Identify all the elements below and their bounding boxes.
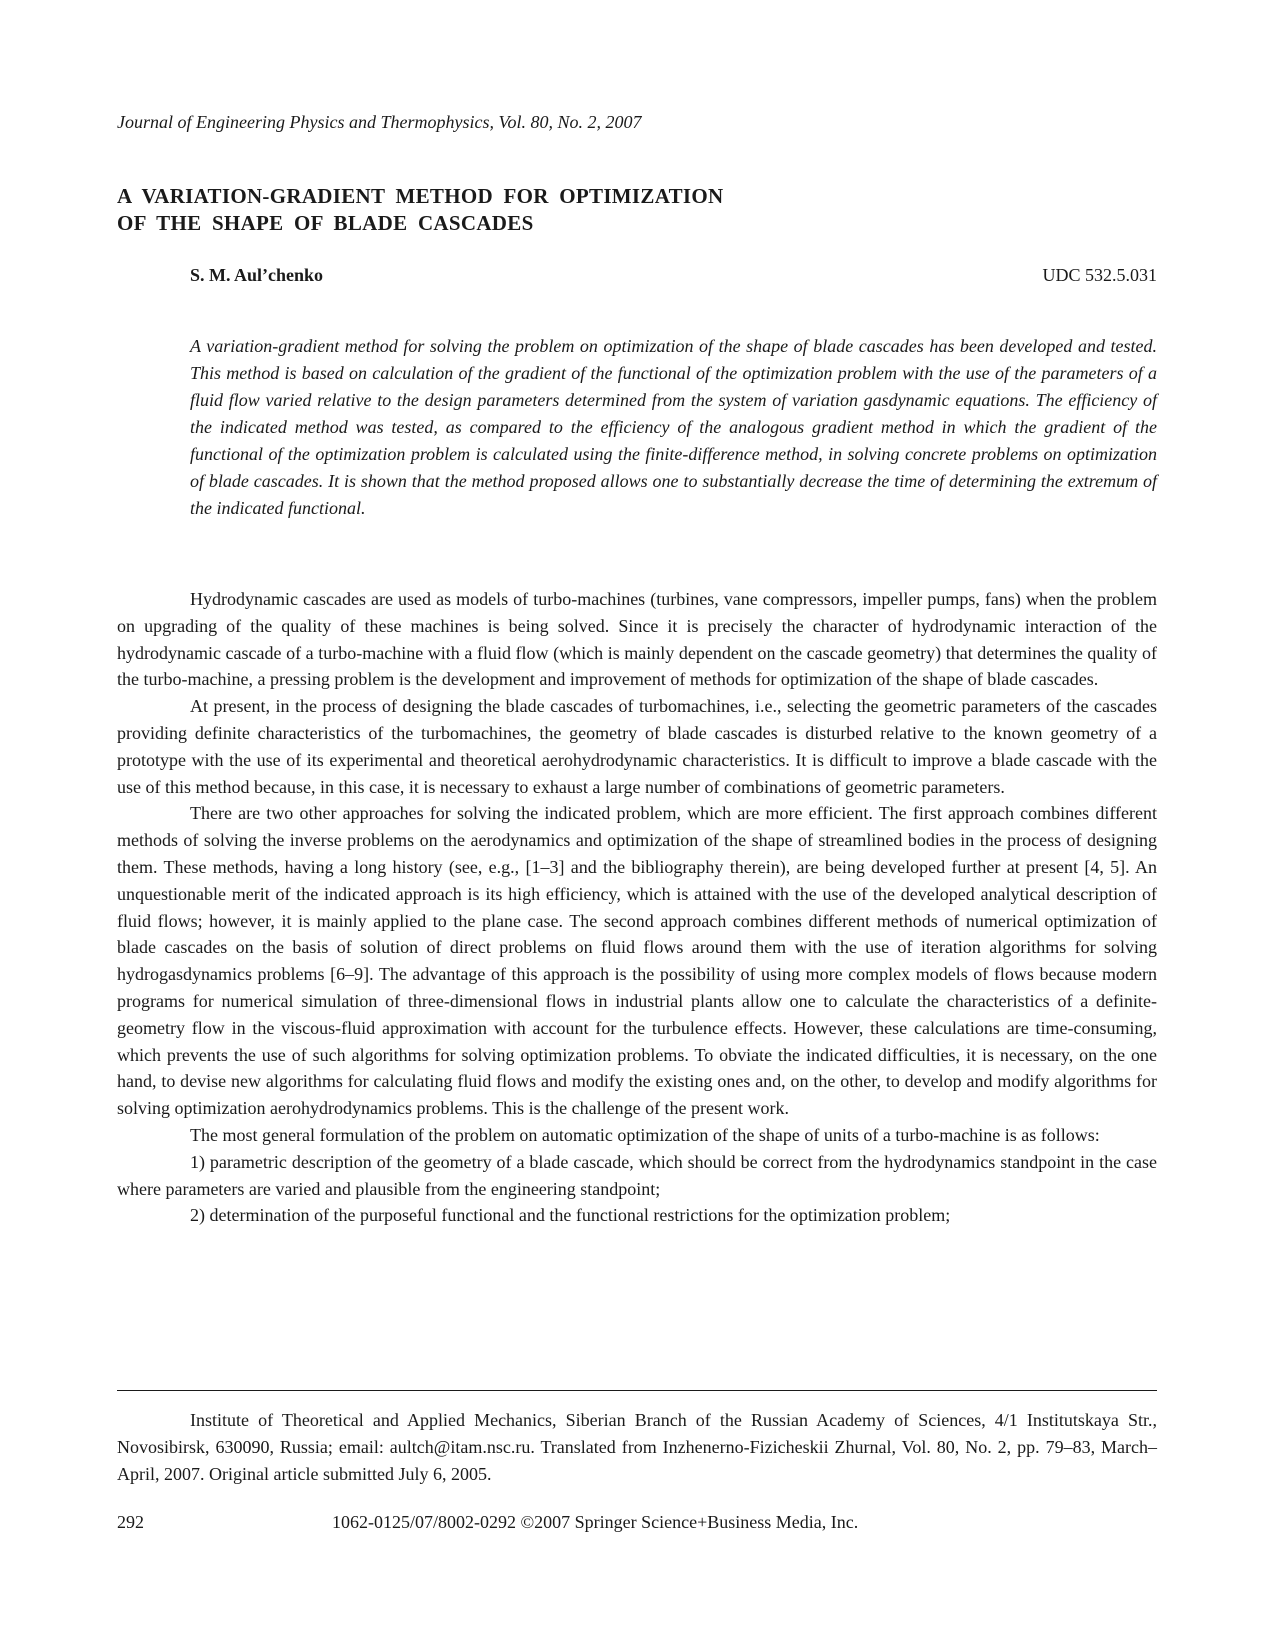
article-title-line-1: A VARIATION-GRADIENT METHOD FOR OPTIMIZATION [117,184,724,208]
body-paragraph: At present, in the process of designing the blade cascades of turbomachines, i.e., selecting the geometric parameters of the cascades providing definite characteristics of the turbomachines, the geometry of blade cascades is disturbed relative to the known geometry of a prototype with the use of its experimental and theoretical aerohydrodynamic characteristics. It is difficult to improve a blade cascade with the use of this method because, in this case, it is necessary to exhaust a large number of combinations of geometric parameters. [117,696,1157,797]
affiliation-footnote: Institute of Theoretical and Applied Mechanics, Siberian Branch of the Russian Academy of Sciences, 4/1 Institutskaya Str., Novosibirsk, 630090, Russia; email: aultch@itam.nsc.ru. Translated from Inzhenerno-Fizicheskii Zhurnal, Vol. 80, No. 2, pp. 79–83, March–April, 2007. Original article submitted July 6, 2005. [117,1410,1157,1484]
body-text [117,586,1157,1229]
author-name: S. M. Aul’chenko [190,265,324,285]
body-paragraph: Hydrodynamic cascades are used as models of turbo-machines (turbines, vane compressors, impeller pumps, fans) when the problem on upgrading of the quality of these machines is being solved. Since it is precisely the character of hydrodynamic interaction of the hydrodynamic cascade of a turbo-machine with a fluid flow (which is mainly dependent on the cascade geometry) that determines the quality of the turbo-machine, a pressing problem is the development and improvement of methods for optimization of the shape of blade cascades. [117,589,1157,690]
udc-code: UDC 532.5.031 [1042,265,1157,285]
journal-citation: Journal of Engineering Physics and Thermophysics, Vol. 80, No. 2, 2007 [117,112,642,132]
list-item: 2) determination of the purposeful functional and the functional restrictions for the optimization problem; [190,1205,951,1226]
page-number: 292 [117,1512,144,1532]
copyright-line: 1062-0125/07/8002-0292 ©2007 Springer Science+Business Media, Inc. [332,1512,859,1532]
abstract: A variation-gradient method for solving the problem on optimization of the shape of blade cascades has been developed and tested. This method is based on calculation of the gradient of the functional of the optimization problem with the use of the parameters of a fluid flow varied relative to the design parameters determined from the system of variation gasdynamic equations. The efficiency of the indicated method was tested, as compared to the efficiency of the analogous gradient method in which the gradient of the functional of the optimization problem is calculated using the finite-difference method, in solving concrete problems on optimization of blade cascades. It is shown that the method proposed allows one to substantially decrease the time of determining the extremum of the indicated functional. [190,336,1157,518]
list-item: 1) parametric description of the geometry of a blade cascade, which should be correct from the hydrodynamics standpoint in the case where parameters are varied and plausible from the engineering standpoint; [117,1151,1157,1199]
article-title [117,183,724,237]
body-paragraph: There are two other approaches for solving the indicated problem, which are more efficient. The first approach combines different methods of solving the inverse problems on the aerodynamics and optimization of the shape of streamlined bodies in the process of designing them. These methods, having a long history (see, e.g., [1–3] and the bibliography therein), are being developed further at present [4, 5]. An unquestionable merit of the indicated approach is its high efficiency, which is attained with the use of the developed analytical description of fluid flows; however, it is mainly applied to the plane case. The second approach combines different methods of numerical optimization of blade cascades on the basis of solution of direct problems on fluid flows around them with the use of iteration algorithms for solving hydrogasdynamics problems [6–9]. The advantage of this approach is the possibility of using more complex models of flows because modern programs for numerical simulation of three-dimensional flows in industrial plants allow one to calculate the characteristics of a definite-geometry flow in the viscous-fluid approximation with account for the turbulence effects. However, these calculations are time-consuming, which prevents the use of such algorithms for solving optimization problems. To obviate the indicated difficulties, it is necessary, on the one hand, to devise new algorithms for calculating fluid flows and modify the existing ones and, on the other, to develop and modify algorithms for solving optimization aerohydrodynamics problems. This is the challenge of the present work. [117,803,1157,1119]
footnote-divider [117,1390,1157,1391]
body-paragraph: The most general formulation of the problem on automatic optimization of the shape of units of a turbo-machine is as follows: [190,1124,1100,1145]
article-title-line-2: OF THE SHAPE OF BLADE CASCADES [117,211,534,235]
